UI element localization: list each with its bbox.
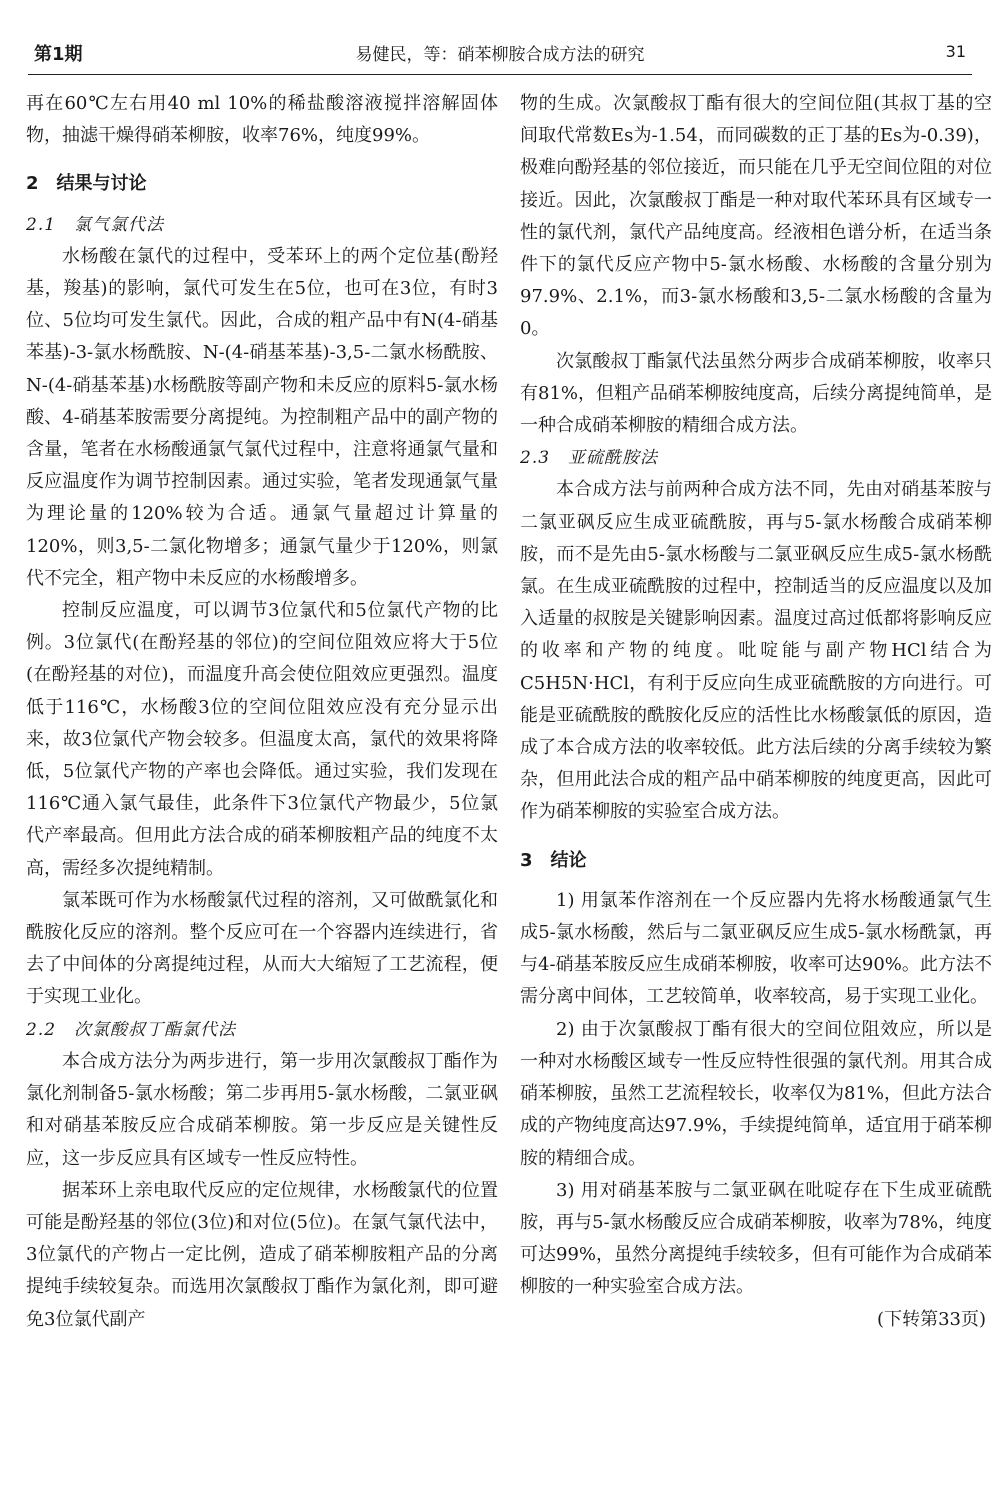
paragraph: 次氯酸叔丁酯氯代法虽然分两步合成硝苯柳胺，收率只有81%，但粗产品硝苯柳胺纯度高，后续分离提纯简单，是一种合成硝苯柳胺的精细合成方法。	[520, 350, 993, 437]
running-title: 易健民，等：硝苯柳胺合成方法的研究	[355, 45, 645, 65]
paragraph: 本合成方法与前两种合成方法不同，先由对硝基苯胺与二氯亚砜反应生成亚硫酰胺，再与5-氯水杨酸合成硝苯柳胺，而不是先由5-氯水杨酸与二氯亚砜反应生成5-氯水杨酰氯。在生成亚硫酰胺的过程中，控制适当的反应温度以及加入适量的叔胺是关键影响因素。温度过高过低都将影响反应的收率和产物的纯度。吡啶能与副产物HCl结合为C5H5N·HCl，有利于反应向生成亚硫酰胺的方向进行。可能是亚硫酰胺的酰胺化反应的活性比水杨酸氯低的原因，造成了本合成方法的收率较低。此方法后续的分离手续较为繁杂，但用此法合成的粗产品中硝苯柳胺的纯度更高，因此可作为硝苯柳胺的实验室合成方法。	[520, 479, 992, 823]
continued-note: (下转第33页)	[877, 1308, 986, 1330]
subsection-heading-2-1	[26, 209, 498, 241]
paragraph: 物的生成。次氯酸叔丁酯有很大的空间位阻(其叔丁基的空间取代常数Es为-1.54，而同碳数的正丁基的Es为-0.39)，极难向酚羟基的邻位接近，而只能在几乎无空间位阻的对位接近。因此，次氯酸叔丁酯是一种对取代苯环具有区域专一性的氯代剂，氯代产品纯度高。经液相色谱分析，在适当条件下的氯代反应产物中5-氯水杨酸、水杨酸的含量分别为97.9%、2.1%，而3-氯水杨酸和3,5-二氯水杨酸的含量为0。	[520, 93, 992, 340]
issue-number: 第1期	[34, 44, 83, 65]
paragraph: 氯苯既可作为水杨酸氯代过程的溶剂，又可做酰氯化和酰胺化反应的溶剂。整个反应可在一个容器内连续进行，省去了中间体的分离提纯过程，从而大大缩短了工艺流程，便于实现工业化。	[26, 889, 498, 1008]
paragraph: 再在60℃左右用40 ml 10%的稀盐酸溶液搅拌溶解固体物，抽滤干燥得硝苯柳胺，收率76%，纯度99%。	[26, 93, 498, 147]
section-heading-conclusion: 3 结论	[520, 849, 587, 871]
subsection-title: 2.3 亚硫酰胺法	[520, 448, 659, 469]
left-column	[26, 88, 498, 1336]
paragraph: 控制反应温度，可以调节3位氯代和5位氯代产物的比例。3位氯代(在酚羟基的邻位)的空间位阻效应将大于5位(在酚羟基的对位)，而温度升高会使位阻效应更强烈。温度低于116℃，水杨酸3位的空间位阻效应没有充分显示出来，故3位氯代产物会较多。但温度太高，氯代的效果将降低，5位氯代产物的产率也会降低。通过实验，我们发现在116℃通入氯气最佳，此条件下3位氯代产物最少，5位氯代产率最高。但用此方法合成的硝苯柳胺粗产品的纯度不太高，需经多次提纯精制。	[26, 600, 498, 879]
running-header	[28, 34, 972, 75]
page-number: 31	[945, 42, 966, 61]
subsection-title: 2.1 氯气氯代法	[26, 214, 165, 235]
paragraph: 本合成方法分为两步进行，第一步用次氯酸叔丁酯作为氯化剂制备5-氯水杨酸；第二步再用5-氯水杨酸，二氯亚砜和对硝基苯胺反应合成硝苯柳胺。第一步反应是关键性反应，这一步反应具有区域专一性反应特性。	[26, 1050, 498, 1169]
paragraph: 据苯环上亲电取代反应的定位规律，水杨酸氯代的位置可能是酚羟基的邻位(3位)和对位(5位)。在氯气氯代法中，3位氯代的产物占一定比例，造成了硝苯柳胺粗产品的分离提纯手续较复杂。而选用次氯酸叔丁酯作为氯化剂，即可避免3位氯代副产	[26, 1179, 498, 1330]
section-heading-results: 2 结果与讨论	[26, 173, 147, 195]
paragraph: 水杨酸在氯代的过程中，受苯环上的两个定位基(酚羟基，羧基)的影响，氯代可发生在5位，也可在3位，有时3位、5位均可发生氯代。因此，合成的粗产品中有N(4-硝基苯基)-3-氯水杨酰胺、N-(4-硝基苯基)-3,5-二氯水杨酰胺、N-(4-硝基苯基)水杨酰胺等副产物和未反应的原料5-氯水杨酸、4-硝基苯胺需要分离提纯。为控制粗产品中的副产物的含量，笔者在水杨酸通氯气氯代过程中，注意将通氯气量和反应温度作为调节控制因素。通过实验，笔者发现通氯气量为理论量的120%较为合适。通氯气量超过计算量的120%，则3,5-二氯化物增多；通氯气量少于120%，则氯代不完全，粗产物中未反应的水杨酸增多。	[26, 245, 498, 589]
subsection-title: 2.2 次氯酸叔丁酯氯代法	[26, 1019, 237, 1040]
subsection-heading-2-2	[26, 1014, 498, 1046]
conclusion-item: 3) 用对硝基苯胺与二氯亚砜在吡啶存在下生成亚硫酰胺，再与5-氯水杨酸反应合成硝苯柳胺，收率为78%，纯度可达99%，虽然分离提纯手续较多，但有可能作为合成硝苯柳胺的一种实验室合成方法。	[520, 1179, 993, 1298]
subsection-heading-2-3	[520, 442, 992, 474]
conclusion-item: 2) 由于次氯酸叔丁酯有很大的空间位阻效应，所以是一种对水杨酸区域专一性反应特性很强的氯代剂。用其合成硝苯柳胺，虽然工艺流程较长，收率仅为81%，但此方法合成的产物纯度高达97.9%，手续提纯简单，适宜用于硝苯柳胺的精细合成。	[520, 1018, 993, 1169]
right-column	[520, 88, 992, 1336]
conclusion-item: 1) 用氯苯作溶剂在一个反应器内先将水杨酸通氯气生成5-氯水杨酸，然后与二氯亚砜反应生成5-氯水杨酰氯，再与4-硝基苯胺反应生成硝苯柳胺，收率可达90%。此方法不需分离中间体，工艺较简单，收率较高，易于实现工业化。	[520, 889, 992, 1008]
